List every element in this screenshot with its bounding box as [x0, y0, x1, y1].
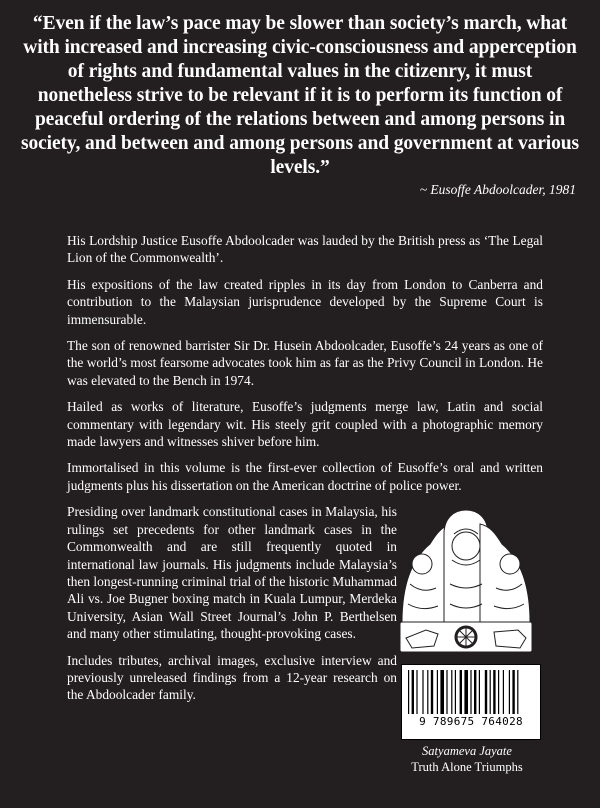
barcode-bar	[446, 670, 447, 714]
barcode-bar	[490, 670, 491, 714]
barcode-bar	[408, 670, 409, 714]
paragraph-4: Hailed as works of literature, Eusoffe’s judgments merge law, Latin and social commentary with legendary wit. His steely grit coupled with a photographic memory made lawyers and witnesses shiver before him.	[67, 399, 543, 450]
barcode-bar	[509, 670, 510, 714]
barcode-bar	[503, 670, 504, 714]
paragraph-5: Immortalised in this volume is the first-ever collection of Eusoffe’s oral and written judgments plus his dissertation on the American doctrine of police power.	[67, 460, 543, 493]
paragraph-2: His expositions of the law created ripples in its day from London to Canberra and contribution to the Malaysian jurisprudence developed by the Supreme Court is immensurable.	[67, 276, 543, 327]
quote-block	[20, 12, 580, 198]
quote-attribution: ~ Eusoffe Abdoolcader, 1981	[419, 182, 576, 197]
motto-english: Truth Alone Triumphs	[411, 760, 523, 774]
paragraph-1: His Lordship Justice Eusoffe Abdoolcader was lauded by the British press as ‘The Legal Lion of the Commonwealth’.	[67, 233, 543, 266]
barcode-bar	[416, 670, 417, 714]
isbn-barcode	[401, 664, 541, 740]
paragraph-3: The son of renowned barrister Sir Dr. Husein Abdoolcader, Eusoffe’s 24 years as one of the world’s most fearsome advocates took him as far as the Privy Council in London. He was elevated to the Bench in 1974.	[67, 338, 543, 388]
barcode-bar	[470, 670, 471, 714]
barcode-bar	[460, 670, 462, 714]
barcode-bar	[440, 670, 444, 714]
paragraph-6: Presiding over landmark constitutional cases in Malaysia, his rulings set precedents for other landmark cases in the Commonwealth and are still frequently quoted in international law journals. His judgments include Malaysia’s then longest-running criminal trial of the historic Muhammad Ali vs. Joe Bugner boxing match in Kuala Lumpur, Merdeka University, Asian Wall Street Journal’s John P. Berthelsen and many other stimulating, thought-provoking cases.	[67, 504, 397, 642]
isbn-digits: 9 789675 764028	[419, 715, 523, 728]
paragraph-7: Includes tributes, archival images, exclusive interview and previously unreleased findings from a 12-year research on the Abdoolcader family.	[67, 652, 397, 703]
barcode-bar	[464, 670, 468, 714]
barcode-bar	[455, 670, 456, 714]
barcode-bar	[437, 670, 438, 714]
barcode-bar	[512, 670, 514, 714]
pull-quote: “Even if the law’s pace may be slower than society’s march, what with increased and increasing civic-consciousness and apperception of rights and fundamental values in the citizenry, it must nonetheless strive to be relevant if it is to perform its function of peaceful ordering of the relations between and among persons in society, and between and among persons and government at various levels.”	[20, 13, 580, 178]
barcode-bar	[517, 670, 518, 714]
barcode-bar	[422, 670, 423, 714]
barcode-bar	[485, 670, 487, 714]
barcode-bar	[431, 670, 433, 714]
barcode-bar	[474, 670, 476, 714]
barcode-bar	[479, 670, 480, 714]
barcode-bar	[498, 670, 499, 714]
barcode-bar	[427, 670, 428, 714]
barcode-bar	[412, 670, 414, 714]
barcode-bar	[451, 670, 452, 714]
barcode-icon	[408, 670, 534, 714]
motto	[392, 743, 542, 775]
barcode-bar	[493, 670, 495, 714]
motto-sanskrit: Satyameva Jayate	[422, 744, 512, 758]
